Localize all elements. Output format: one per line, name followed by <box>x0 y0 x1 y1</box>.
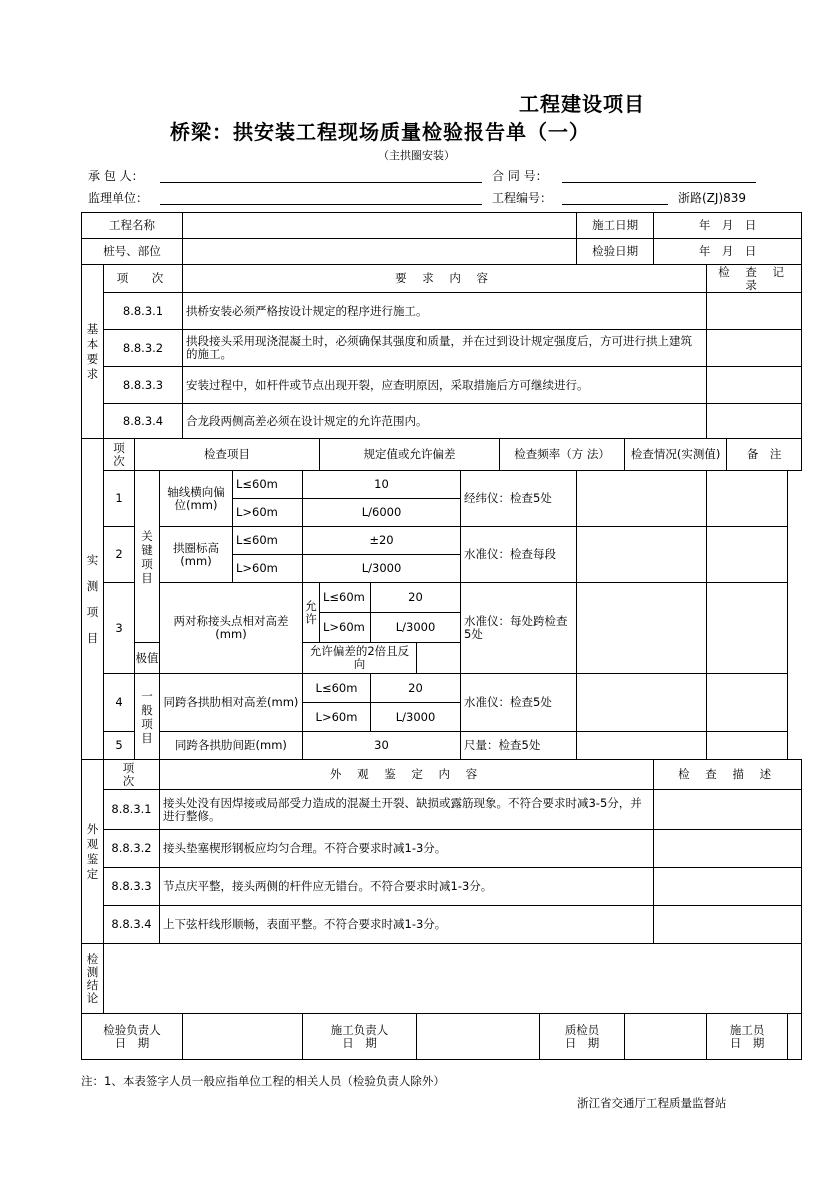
basic-col-content: 要 求 内 容 <box>183 265 707 293</box>
tolerance-value: L/3000 <box>371 613 461 643</box>
appearance-text: 节点庆平整，接头两侧的杆件应无错台。不符合要求时减1-3分。 <box>160 868 654 906</box>
signature-label: 检验负责人 日 期 <box>82 1014 183 1060</box>
tolerance-value: L/6000 <box>303 499 461 527</box>
basic-record[interactable] <box>707 293 802 330</box>
condition: L>60m <box>303 703 371 732</box>
measured-remark[interactable] <box>707 732 788 760</box>
measured-no: 3 <box>104 583 135 674</box>
project-no-label: 工程编号： <box>492 191 553 205</box>
basic-col-record: 检 查 记 录 <box>707 265 802 293</box>
measured-item: 两对称接头点相对高差(mm) <box>160 583 303 674</box>
appearance-code: 8.8.3.4 <box>104 906 160 944</box>
basic-record[interactable] <box>707 404 802 439</box>
conclusion-value[interactable] <box>104 944 802 1014</box>
contract-no-field[interactable] <box>562 168 756 183</box>
appearance-col-content: 外 观 鉴 定 内 容 <box>160 760 654 790</box>
appearance-col-item: 项 次 <box>104 760 160 790</box>
basic-code: 8.8.3.2 <box>104 330 183 367</box>
form-code: 浙路(ZJ)839 <box>678 191 747 205</box>
contractor-label: 承 包 人： <box>88 169 144 183</box>
tolerance-value: 10 <box>303 471 461 499</box>
signature-label: 质检员 日 期 <box>540 1014 625 1060</box>
condition: L>60m <box>233 555 303 583</box>
measured-no: 5 <box>104 732 135 760</box>
check-method: 水准仪：每处跨检查5处 <box>461 583 577 674</box>
title-line1: 工程建设项目 <box>519 92 645 116</box>
supervisor-label: 监理单位： <box>88 191 149 205</box>
measured-result[interactable] <box>577 471 707 527</box>
signature-label: 施工员 日 期 <box>707 1014 788 1060</box>
allow-label: 允许 <box>303 583 320 643</box>
condition: L≤60m <box>233 527 303 555</box>
appearance-section-label: 外观鉴定 <box>82 760 104 944</box>
tolerance-value: 20 <box>371 674 461 703</box>
check-method: 水准仪：检查每段 <box>461 527 577 583</box>
signature-field[interactable] <box>788 1014 802 1060</box>
inspection-date-value[interactable]: 年 月 日 <box>654 239 802 265</box>
basic-code: 8.8.3.1 <box>104 293 183 330</box>
measured-result[interactable] <box>577 527 707 583</box>
appearance-desc[interactable] <box>654 868 802 906</box>
measured-result[interactable] <box>577 583 707 674</box>
appearance-text: 接头垫塞楔形钢板应均匀合理。不符合要求时减1-3分。 <box>160 830 654 868</box>
appearance-code: 8.8.3.3 <box>104 868 160 906</box>
basic-code: 8.8.3.4 <box>104 404 183 439</box>
check-method: 经纬仪：检查5处 <box>461 471 577 527</box>
footer-note: 注：1、本表签字人员一般应指单位工程的相关人员（检验负责人除外） <box>81 1074 445 1088</box>
conclusion-section-label: 检测结论 <box>82 944 104 1014</box>
measured-col-item: 检查项目 <box>135 439 320 471</box>
tolerance-value: 30 <box>303 732 461 760</box>
appearance-col-desc: 检 查 描 述 <box>654 760 802 790</box>
appearance-desc[interactable] <box>654 830 802 868</box>
subtitle: （主拱圈安装） <box>378 149 455 162</box>
measured-item: 轴线横向偏位(mm) <box>160 471 233 527</box>
basic-text: 合龙段两侧高差必须在设计规定的允许范围内。 <box>183 404 707 439</box>
construction-date-value[interactable]: 年 月 日 <box>654 213 802 239</box>
appearance-text: 上下弦杆线形顺畅，表面平整。不符合要求时减1-3分。 <box>160 906 654 944</box>
general-items-label: 一般项目 <box>135 674 160 760</box>
station-label: 桩号、部位 <box>82 239 183 265</box>
signature-field[interactable] <box>625 1014 707 1060</box>
station-value[interactable] <box>183 239 577 265</box>
footer-issuer: 浙江省交通厅工程质量监督站 <box>577 1096 727 1110</box>
measured-item: 同跨各拱肋相对高差(mm) <box>160 674 303 732</box>
project-name-label: 工程名称 <box>82 213 183 239</box>
measured-remark[interactable] <box>707 583 788 674</box>
supervisor-field[interactable] <box>160 190 482 205</box>
measured-col-result: 检查情况(实测值) <box>625 439 727 471</box>
contractor-field[interactable] <box>160 168 482 183</box>
condition: L≤60m <box>303 674 371 703</box>
tolerance-value: 20 <box>371 583 461 613</box>
appearance-code: 8.8.3.1 <box>104 790 160 830</box>
measured-no: 4 <box>104 674 135 732</box>
inspection-table <box>81 212 802 1060</box>
appearance-code: 8.8.3.2 <box>104 830 160 868</box>
signature-field[interactable] <box>417 1014 540 1060</box>
basic-text: 拱桥安装必须严格按设计规定的程序进行施工。 <box>183 293 707 330</box>
signature-label: 施工负责人 日 期 <box>303 1014 417 1060</box>
basic-code: 8.8.3.3 <box>104 367 183 404</box>
measured-col-tolerance: 规定值或允许偏差 <box>320 439 500 471</box>
condition: L≤60m <box>320 583 371 613</box>
extreme-value: 允许偏差的2倍且反向 <box>303 643 417 674</box>
signature-field[interactable] <box>183 1014 303 1060</box>
tolerance-value: L/3000 <box>303 555 461 583</box>
condition: L>60m <box>233 499 303 527</box>
measured-remark[interactable] <box>707 471 788 527</box>
tolerance-value: L/3000 <box>371 703 461 732</box>
key-items-label: 关键项目 <box>135 471 160 643</box>
measured-col-remark: 备 注 <box>727 439 802 471</box>
measured-no: 2 <box>104 527 135 583</box>
basic-col-item: 项 次 <box>104 265 183 293</box>
measured-result[interactable] <box>577 674 707 732</box>
appearance-desc[interactable] <box>654 790 802 830</box>
basic-section-label: 基本要求 <box>82 265 104 439</box>
condition: L>60m <box>320 613 371 643</box>
appearance-text: 接头处没有因焊接或局部受力造成的混凝土开裂、缺损或露筋现象。不符合要求时减3-5分，并进行整修。 <box>160 790 654 830</box>
measured-col-no: 项次 <box>104 439 135 471</box>
measured-no: 1 <box>104 471 135 527</box>
tolerance-value: ±20 <box>303 527 461 555</box>
basic-record[interactable] <box>707 367 802 404</box>
measured-item: 同跨各拱肋间距(mm) <box>160 732 303 760</box>
measured-section-label: 实测项目 <box>82 439 104 760</box>
construction-date-label: 施工日期 <box>577 213 654 239</box>
project-no-field[interactable] <box>562 190 668 205</box>
page-title: 桥梁：拱安装工程现场质量检验报告单（一） <box>170 120 590 144</box>
condition: L≤60m <box>233 471 303 499</box>
basic-record[interactable] <box>707 330 802 367</box>
extreme-label: 极值 <box>135 643 160 674</box>
contract-no-label: 合 同 号： <box>492 169 548 183</box>
measured-remark[interactable] <box>707 674 788 732</box>
measured-col-freq: 检查频率（方 法） <box>500 439 625 471</box>
project-name-value[interactable] <box>183 213 577 239</box>
appearance-desc[interactable] <box>654 906 802 944</box>
inspection-date-label: 检验日期 <box>577 239 654 265</box>
measured-result[interactable] <box>577 732 707 760</box>
check-method: 尺量：检查5处 <box>461 732 577 760</box>
measured-item: 拱圈标高(mm) <box>160 527 233 583</box>
check-method: 水准仪：检查5处 <box>461 674 577 732</box>
basic-text: 安装过程中，如杆件或节点出现开裂，应查明原因，采取措施后方可继续进行。 <box>183 367 707 404</box>
basic-text: 拱段接头采用现浇混凝土时，必须确保其强度和质量，并在过到设计规定强度后，方可进行拱上建筑的施工。 <box>183 330 707 367</box>
measured-remark[interactable] <box>707 527 788 583</box>
